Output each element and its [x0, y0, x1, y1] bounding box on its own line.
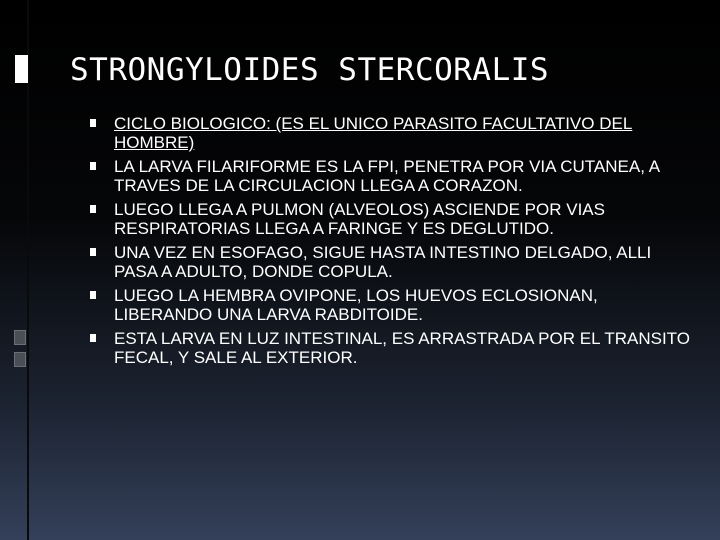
bullet-item	[90, 243, 690, 281]
bullet-item	[90, 329, 690, 367]
slide-title: STRONGYLOIDES STERCORALIS	[70, 52, 550, 88]
bullet-text: CICLO BIOLOGICO: (ES EL UNICO PARASITO FACULTATIVO DEL HOMBRE)	[114, 114, 633, 152]
bullet-item	[90, 286, 690, 324]
bullet-text: ESTA LARVA EN LUZ INTESTINAL, ES ARRASTRADA POR EL TRANSITO FECAL, Y SALE AL EXTERIOR.	[114, 329, 690, 367]
bullet-list	[90, 114, 690, 372]
bullet-item	[90, 200, 690, 238]
bullet-text: UNA VEZ EN ESOFAGO, SIGUE HASTA INTESTINO DELGADO, ALLI PASA A ADULTO, DONDE COPULA.	[114, 243, 652, 281]
bullet-marker-icon	[90, 291, 96, 299]
bullet-text: LA LARVA FILARIFORME ES LA FPI, PENETRA POR VIA CUTANEA, A TRAVES DE LA CIRCULACION LLEGA A CORAZON.	[114, 157, 660, 195]
bullet-marker-icon	[90, 205, 96, 213]
bullet-marker-icon	[90, 248, 96, 256]
bullet-item	[90, 157, 690, 195]
bullet-marker-icon	[90, 119, 96, 127]
decorative-square	[15, 55, 28, 83]
bullet-text: LUEGO LLEGA A PULMON (ALVEOLOS) ASCIENDE POR VIAS RESPIRATORIAS LLEGA A FARINGE Y ES DEGLUTIDO.	[114, 200, 605, 238]
decorative-small-square	[14, 352, 26, 367]
bullet-marker-icon	[90, 334, 96, 342]
decorative-small-square	[14, 330, 26, 345]
bullet-item	[90, 114, 690, 152]
bullet-marker-icon	[90, 162, 96, 170]
bullet-text: LUEGO LA HEMBRA OVIPONE, LOS HUEVOS ECLOSIONAN, LIBERANDO UNA LARVA RABDITOIDE.	[114, 286, 598, 324]
